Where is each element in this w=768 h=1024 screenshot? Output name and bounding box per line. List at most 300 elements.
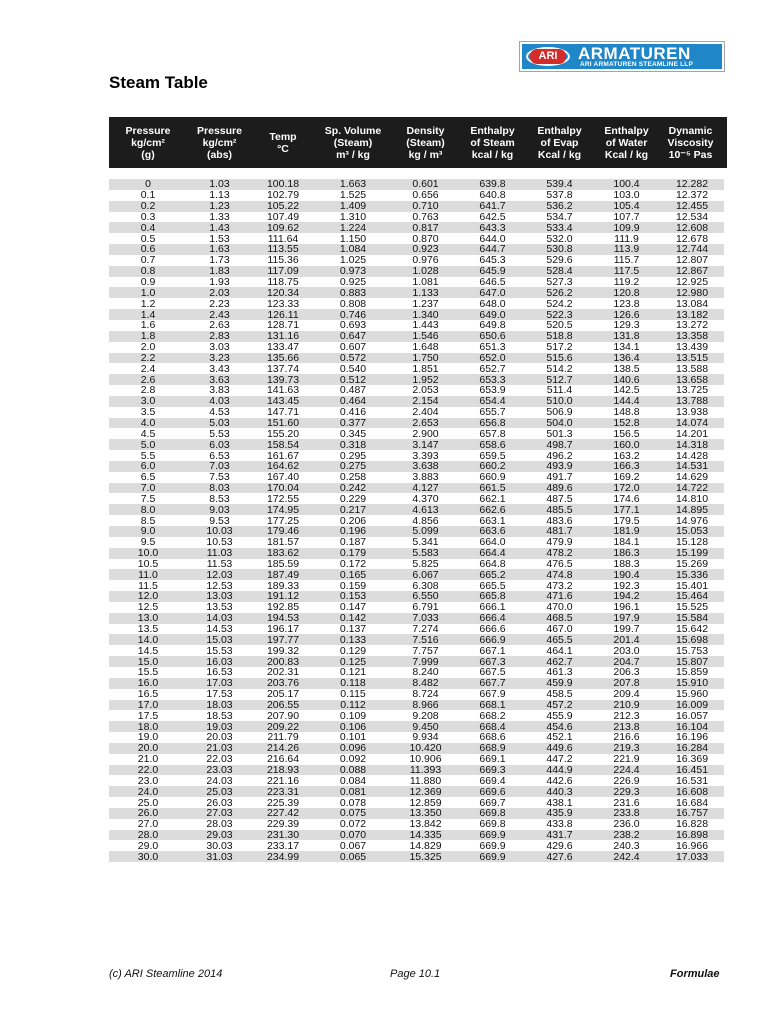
table-cell: 11.880 — [392, 775, 459, 786]
table-row — [109, 353, 724, 364]
table-cell: 136.4 — [593, 353, 660, 364]
table-cell: 642.5 — [459, 212, 526, 223]
table-cell: 129.3 — [593, 320, 660, 331]
table-cell: 648.0 — [459, 298, 526, 309]
table-cell: 233.8 — [593, 808, 660, 819]
table-cell: 161.67 — [252, 450, 314, 461]
table-cell: 655.7 — [459, 407, 526, 418]
table-cell: 17.0 — [109, 700, 187, 711]
table-cell: 1.93 — [187, 277, 252, 288]
table-cell: 24.03 — [187, 775, 252, 786]
table-cell: 0.137 — [314, 624, 392, 635]
table-cell: 2.43 — [187, 309, 252, 320]
table-cell: 5.099 — [392, 526, 459, 537]
table-cell: 216.64 — [252, 754, 314, 765]
table-cell: 218.93 — [252, 765, 314, 776]
table-cell: 6.308 — [392, 580, 459, 591]
table-cell: 3.63 — [187, 374, 252, 385]
table-cell: 12.282 — [660, 179, 724, 190]
table-cell: 229.3 — [593, 786, 660, 797]
table-cell: 15.336 — [660, 569, 724, 580]
table-cell: 14.722 — [660, 483, 724, 494]
table-cell: 203.76 — [252, 678, 314, 689]
table-cell: 4.856 — [392, 515, 459, 526]
table-cell: 1.23 — [187, 201, 252, 212]
table-cell: 183.62 — [252, 548, 314, 559]
table-cell: 534.7 — [526, 212, 593, 223]
table-row — [109, 580, 724, 591]
table-cell: 120.34 — [252, 287, 314, 298]
table-row — [109, 428, 724, 439]
table-cell: 181.57 — [252, 537, 314, 548]
table-cell: 0.196 — [314, 526, 392, 537]
table-cell: 0.106 — [314, 721, 392, 732]
table-cell: 15.401 — [660, 580, 724, 591]
table-cell: 29.03 — [187, 830, 252, 841]
table-cell: 209.4 — [593, 689, 660, 700]
table-cell: 0.092 — [314, 754, 392, 765]
table-cell: 210.9 — [593, 700, 660, 711]
table-cell: 14.0 — [109, 634, 187, 645]
table-row — [109, 461, 724, 472]
table-cell: 0.179 — [314, 548, 392, 559]
table-cell: 498.7 — [526, 439, 593, 450]
table-cell: 15.53 — [187, 645, 252, 656]
table-cell: 14.810 — [660, 493, 724, 504]
table-cell: 16.828 — [660, 819, 724, 830]
table-row — [109, 819, 724, 830]
table-cell: 221.9 — [593, 754, 660, 765]
table-cell: 0.8 — [109, 266, 187, 277]
table-cell: 0.118 — [314, 678, 392, 689]
table-cell: 15.807 — [660, 656, 724, 667]
table-cell: 186.3 — [593, 548, 660, 559]
table-cell: 103.0 — [593, 190, 660, 201]
table-cell: 12.369 — [392, 786, 459, 797]
table-cell: 643.3 — [459, 222, 526, 233]
table-cell: 0.065 — [314, 851, 392, 862]
table-cell: 207.8 — [593, 678, 660, 689]
table-cell: 126.11 — [252, 309, 314, 320]
table-cell: 664.4 — [459, 548, 526, 559]
table-cell: 666.4 — [459, 613, 526, 624]
company-logo — [519, 41, 725, 72]
table-cell: 667.1 — [459, 645, 526, 656]
table-cell: 105.22 — [252, 201, 314, 212]
table-cell: 13.788 — [660, 396, 724, 407]
column-header: Temp °C — [252, 117, 314, 168]
table-cell: 664.0 — [459, 537, 526, 548]
table-cell: 14.03 — [187, 613, 252, 624]
table-cell: 9.53 — [187, 515, 252, 526]
table-row — [109, 526, 724, 537]
table-cell: 231.30 — [252, 830, 314, 841]
table-cell: 668.4 — [459, 721, 526, 732]
table-cell: 13.358 — [660, 331, 724, 342]
table-cell: 0.647 — [314, 331, 392, 342]
table-cell: 461.3 — [526, 667, 593, 678]
table-row — [109, 493, 724, 504]
table-cell: 514.2 — [526, 363, 593, 374]
table-row — [109, 212, 724, 223]
table-cell: 510.0 — [526, 396, 593, 407]
table-cell: 15.0 — [109, 656, 187, 667]
table-cell: 649.8 — [459, 320, 526, 331]
table-row — [109, 786, 724, 797]
table-cell: 7.757 — [392, 645, 459, 656]
table-row — [109, 678, 724, 689]
table-cell: 141.63 — [252, 385, 314, 396]
table-cell: 14.629 — [660, 472, 724, 483]
table-cell: 518.8 — [526, 331, 593, 342]
table-cell: 160.0 — [593, 439, 660, 450]
table-cell: 640.8 — [459, 190, 526, 201]
table-cell: 1.53 — [187, 233, 252, 244]
table-cell: 665.8 — [459, 591, 526, 602]
table-cell: 2.8 — [109, 385, 187, 396]
table-cell: 158.54 — [252, 439, 314, 450]
table-row — [109, 483, 724, 494]
table-cell: 645.9 — [459, 266, 526, 277]
table-cell: 669.9 — [459, 851, 526, 862]
table-cell: 644.7 — [459, 244, 526, 255]
table-cell: 16.531 — [660, 775, 724, 786]
table-cell: 478.2 — [526, 548, 593, 559]
table-cell: 0.4 — [109, 222, 187, 233]
table-cell: 645.3 — [459, 255, 526, 266]
table-cell: 458.5 — [526, 689, 593, 700]
table-cell: 0.142 — [314, 613, 392, 624]
table-cell: 660.2 — [459, 461, 526, 472]
table-cell: 662.6 — [459, 504, 526, 515]
table-cell: 0.572 — [314, 353, 392, 364]
table-cell: 167.40 — [252, 472, 314, 483]
table-cell: 449.6 — [526, 743, 593, 754]
table-row — [109, 732, 724, 743]
table-cell: 3.638 — [392, 461, 459, 472]
table-cell: 15.859 — [660, 667, 724, 678]
table-cell: 18.0 — [109, 721, 187, 732]
table-cell: 119.2 — [593, 277, 660, 288]
table-cell: 7.53 — [187, 472, 252, 483]
table-cell: 8.724 — [392, 689, 459, 700]
table-cell: 12.5 — [109, 602, 187, 613]
table-cell: 641.7 — [459, 201, 526, 212]
table-cell: 16.369 — [660, 754, 724, 765]
table-cell: 1.409 — [314, 201, 392, 212]
table-cell: 113.9 — [593, 244, 660, 255]
table-cell: 14.976 — [660, 515, 724, 526]
table-cell: 179.5 — [593, 515, 660, 526]
table-cell: 11.03 — [187, 548, 252, 559]
table-cell: 12.534 — [660, 212, 724, 223]
table-row — [109, 689, 724, 700]
table-cell: 0.9 — [109, 277, 187, 288]
table-cell: 16.284 — [660, 743, 724, 754]
table-cell: 665.2 — [459, 569, 526, 580]
table-cell: 0.096 — [314, 743, 392, 754]
table-cell: 2.03 — [187, 287, 252, 298]
table-cell: 0.512 — [314, 374, 392, 385]
table-cell: 536.2 — [526, 201, 593, 212]
table-cell: 1.340 — [392, 309, 459, 320]
table-cell: 6.067 — [392, 569, 459, 580]
table-cell: 13.53 — [187, 602, 252, 613]
table-cell: 1.13 — [187, 190, 252, 201]
table-cell: 1.081 — [392, 277, 459, 288]
table-cell: 0.121 — [314, 667, 392, 678]
table-cell: 197.77 — [252, 634, 314, 645]
table-cell: 659.5 — [459, 450, 526, 461]
table-cell: 526.2 — [526, 287, 593, 298]
table-cell: 8.0 — [109, 504, 187, 515]
table-cell: 113.55 — [252, 244, 314, 255]
table-cell: 12.455 — [660, 201, 724, 212]
column-header: Enthalpy of Steam kcal / kg — [459, 117, 526, 168]
table-cell: 1.663 — [314, 179, 392, 190]
table-cell: 0.318 — [314, 439, 392, 450]
table-cell: 15.910 — [660, 678, 724, 689]
table-row — [109, 559, 724, 570]
table-cell: 6.5 — [109, 472, 187, 483]
header-spacer — [109, 168, 724, 179]
table-cell: 470.0 — [526, 602, 593, 613]
table-cell: 12.807 — [660, 255, 724, 266]
table-cell: 13.182 — [660, 309, 724, 320]
table-cell: 0.070 — [314, 830, 392, 841]
table-cell: 3.03 — [187, 342, 252, 353]
table-cell: 7.5 — [109, 493, 187, 504]
table-cell: 24.0 — [109, 786, 187, 797]
table-cell: 236.0 — [593, 819, 660, 830]
table-cell: 172.0 — [593, 483, 660, 494]
table-row — [109, 190, 724, 201]
table-cell: 148.8 — [593, 407, 660, 418]
table-cell: 187.49 — [252, 569, 314, 580]
table-cell: 433.8 — [526, 819, 593, 830]
steam-table-grid — [109, 117, 727, 862]
table-row — [109, 450, 724, 461]
table-cell: 12.372 — [660, 190, 724, 201]
table-cell: 0.464 — [314, 396, 392, 407]
table-cell: 487.5 — [526, 493, 593, 504]
table-cell: 156.5 — [593, 428, 660, 439]
table-cell: 15.269 — [660, 559, 724, 570]
table-cell: 13.439 — [660, 342, 724, 353]
table-cell: 214.26 — [252, 743, 314, 754]
table-cell: 1.03 — [187, 179, 252, 190]
table-cell: 15.753 — [660, 645, 724, 656]
table-cell: 2.6 — [109, 374, 187, 385]
table-cell: 1.851 — [392, 363, 459, 374]
table-cell: 506.9 — [526, 407, 593, 418]
table-cell: 27.0 — [109, 819, 187, 830]
table-row — [109, 851, 724, 862]
table-cell: 13.842 — [392, 819, 459, 830]
table-row — [109, 374, 724, 385]
table-row — [109, 439, 724, 450]
table-cell: 13.03 — [187, 591, 252, 602]
table-cell: 0.540 — [314, 363, 392, 374]
table-cell: 9.450 — [392, 721, 459, 732]
table-header-row — [109, 117, 724, 168]
table-cell: 15.03 — [187, 634, 252, 645]
table-cell: 1.2 — [109, 298, 187, 309]
table-cell: 152.8 — [593, 418, 660, 429]
table-cell: 5.341 — [392, 537, 459, 548]
table-cell: 16.53 — [187, 667, 252, 678]
table-cell: 0.923 — [392, 244, 459, 255]
table-cell: 5.53 — [187, 428, 252, 439]
table-cell: 226.9 — [593, 775, 660, 786]
table-cell: 14.201 — [660, 428, 724, 439]
table-cell: 2.23 — [187, 298, 252, 309]
table-cell: 201.4 — [593, 634, 660, 645]
table-row — [109, 721, 724, 732]
table-cell: 179.46 — [252, 526, 314, 537]
table-cell: 143.45 — [252, 396, 314, 407]
table-cell: 202.31 — [252, 667, 314, 678]
table-cell: 7.03 — [187, 461, 252, 472]
table-cell: 109.62 — [252, 222, 314, 233]
table-cell: 647.0 — [459, 287, 526, 298]
table-cell: 118.75 — [252, 277, 314, 288]
table-row — [109, 624, 724, 635]
table-cell: 1.546 — [392, 331, 459, 342]
table-row — [109, 504, 724, 515]
table-cell: 3.393 — [392, 450, 459, 461]
table-cell: 11.5 — [109, 580, 187, 591]
table-cell: 0.101 — [314, 732, 392, 743]
column-header: Sp. Volume (Steam) m³ / kg — [314, 117, 392, 168]
table-cell: 11.393 — [392, 765, 459, 776]
table-body — [109, 168, 724, 862]
page-title: Steam Table — [109, 73, 208, 92]
table-cell: 667.3 — [459, 656, 526, 667]
table-cell: 667.7 — [459, 678, 526, 689]
table-cell: 27.03 — [187, 808, 252, 819]
table-cell: 221.16 — [252, 775, 314, 786]
table-cell: 669.6 — [459, 786, 526, 797]
table-cell: 21.0 — [109, 754, 187, 765]
table-cell: 652.7 — [459, 363, 526, 374]
table-cell: 185.59 — [252, 559, 314, 570]
table-cell: 7.999 — [392, 656, 459, 667]
table-cell: 511.4 — [526, 385, 593, 396]
table-row — [109, 396, 724, 407]
table-cell: 22.0 — [109, 765, 187, 776]
table-cell: 1.237 — [392, 298, 459, 309]
table-cell: 1.028 — [392, 266, 459, 277]
table-cell: 174.6 — [593, 493, 660, 504]
table-cell: 7.516 — [392, 634, 459, 645]
table-cell: 181.9 — [593, 526, 660, 537]
table-row — [109, 710, 724, 721]
table-cell: 0.5 — [109, 233, 187, 244]
table-cell: 435.9 — [526, 808, 593, 819]
table-cell: 9.0 — [109, 526, 187, 537]
table-cell: 0.206 — [314, 515, 392, 526]
table-cell: 665.5 — [459, 580, 526, 591]
table-cell: 0.817 — [392, 222, 459, 233]
column-header: Density (Steam) kg / m³ — [392, 117, 459, 168]
table-cell: 524.2 — [526, 298, 593, 309]
table-cell: 0.088 — [314, 765, 392, 776]
table-cell: 0.2 — [109, 201, 187, 212]
table-cell: 8.5 — [109, 515, 187, 526]
table-cell: 440.3 — [526, 786, 593, 797]
table-cell: 0.133 — [314, 634, 392, 645]
table-row — [109, 179, 724, 190]
table-cell: 533.4 — [526, 222, 593, 233]
table-cell: 7.274 — [392, 624, 459, 635]
table-cell: 196.1 — [593, 602, 660, 613]
table-cell: 212.3 — [593, 710, 660, 721]
table-cell: 174.95 — [252, 504, 314, 515]
table-cell: 8.482 — [392, 678, 459, 689]
table-cell: 23.03 — [187, 765, 252, 776]
table-cell: 1.33 — [187, 212, 252, 223]
table-cell: 25.03 — [187, 786, 252, 797]
table-cell: 2.900 — [392, 428, 459, 439]
table-cell: 454.6 — [526, 721, 593, 732]
table-cell: 444.9 — [526, 765, 593, 776]
table-cell: 3.147 — [392, 439, 459, 450]
table-row — [109, 754, 724, 765]
table-cell: 203.0 — [593, 645, 660, 656]
table-cell: 28.03 — [187, 819, 252, 830]
table-cell: 164.62 — [252, 461, 314, 472]
table-cell: 3.5 — [109, 407, 187, 418]
table-cell: 9.934 — [392, 732, 459, 743]
table-cell: 15.960 — [660, 689, 724, 700]
table-row — [109, 331, 724, 342]
table-row — [109, 602, 724, 613]
table-row — [109, 743, 724, 754]
table-cell: 188.3 — [593, 559, 660, 570]
table-row — [109, 342, 724, 353]
table-cell: 489.6 — [526, 483, 593, 494]
table-cell: 1.6 — [109, 320, 187, 331]
table-row — [109, 320, 724, 331]
table-cell: 1.952 — [392, 374, 459, 385]
table-row — [109, 569, 724, 580]
table-cell: 117.09 — [252, 266, 314, 277]
table-row — [109, 515, 724, 526]
column-header: Dynamic Viscosity 10⁻⁵ Pas — [660, 117, 724, 168]
logo-background — [522, 44, 722, 69]
table-cell: 3.23 — [187, 353, 252, 364]
table-cell: 26.0 — [109, 808, 187, 819]
table-cell: 0.187 — [314, 537, 392, 548]
table-cell: 2.053 — [392, 385, 459, 396]
table-cell: 194.2 — [593, 591, 660, 602]
table-cell: 4.613 — [392, 504, 459, 515]
table-cell: 13.725 — [660, 385, 724, 396]
table-cell: 658.6 — [459, 439, 526, 450]
table-cell: 537.8 — [526, 190, 593, 201]
table-cell: 238.2 — [593, 830, 660, 841]
table-cell: 654.4 — [459, 396, 526, 407]
table-cell: 2.154 — [392, 396, 459, 407]
table-cell: 474.8 — [526, 569, 593, 580]
table-cell: 13.588 — [660, 363, 724, 374]
table-cell: 5.0 — [109, 439, 187, 450]
table-cell: 13.515 — [660, 353, 724, 364]
table-cell: 11.53 — [187, 559, 252, 570]
table-row — [109, 407, 724, 418]
table-cell: 0.763 — [392, 212, 459, 223]
